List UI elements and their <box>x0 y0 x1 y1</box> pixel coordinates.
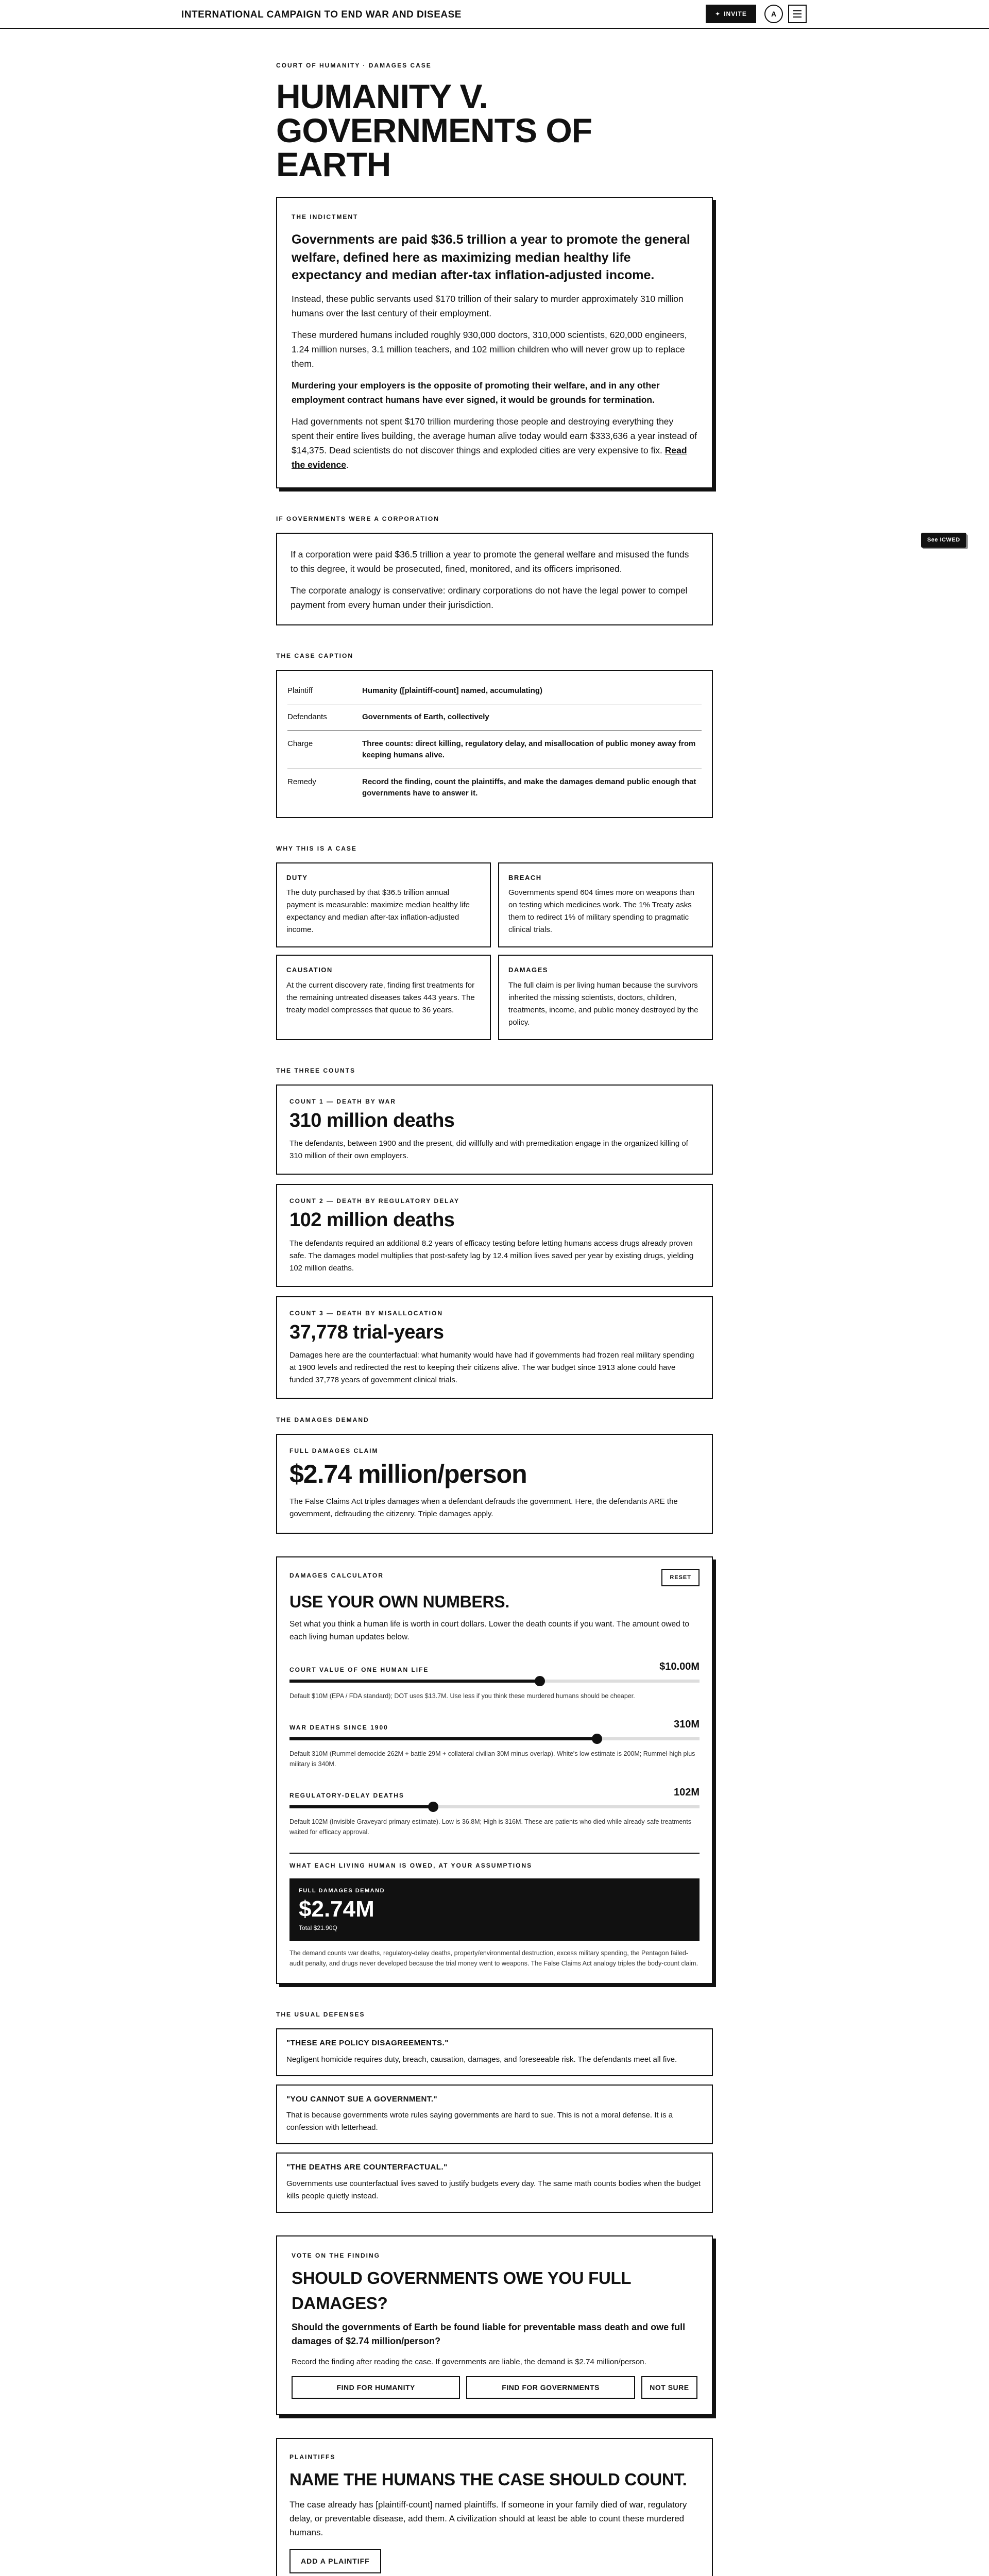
war-deaths-slider-group <box>289 1717 700 1769</box>
title-line-2: GOVERNMENTS OF EARTH <box>276 111 592 183</box>
defense-heading: "THE DEATHS ARE COUNTERFACTUAL." <box>286 2163 448 2172</box>
caption-key: Plaintiff <box>287 686 313 695</box>
vote-buttons <box>292 2376 697 2399</box>
calculator-intro: Set what you think a human life is worth in court dollars. Lower the death counts if you want. The amount owed to each living human updates below. <box>289 1619 690 1641</box>
why-card-text: At the current discovery rate, finding first treatments for the remaining untreated diseases takes 443 years. The treaty model compresses that queue to 36 years. <box>286 980 475 1014</box>
title-line-1: HUMANITY V. <box>276 77 488 115</box>
indictment-p3: Murdering your employers is the opposite of promoting their welfare, and in any other employment contract humans have ever signed, it would be grounds for termination. <box>292 380 660 405</box>
why-card-text: The duty purchased by that $36.5 trillion annual payment is measurable: maximize median healthy life expectancy and median after-tax inflation-adjusted income. <box>286 888 470 934</box>
calculator-title: USE YOUR OWN NUMBERS. <box>289 1592 509 1611</box>
why-card-breach <box>498 862 713 948</box>
caption-row-defendants <box>287 704 702 731</box>
corporation-p2: The corporate analogy is conservative: ordinary corporations do not have the legal power to compel payment from every human under their jurisdiction. <box>291 585 688 610</box>
damages-demand-card <box>276 1434 713 1534</box>
indictment-p2: These murdered humans included roughly 930,000 doctors, 310,000 scientists, 620,000 engineers, 1.24 million nurses, 3.1 million teachers, and 102 million children who will never grow up to replace them. <box>292 329 687 369</box>
slider-label: REGULATORY-DELAY DEATHS <box>289 1792 404 1800</box>
count-text: Damages here are the counterfactual: what humanity would have had if governments had frozen real military spending at 1900 levels and redirected the rest to keeping their citizens alive. The war budget since 1913 alone could have funded 37,778 years of government clinical trials. <box>289 1351 694 1385</box>
count-text: The defendants, between 1900 and the present, did willfully and with premeditation engage in the organized killing of 310 million of their own employers. <box>289 1139 688 1161</box>
indictment-lead: Governments are paid $36.5 trillion a year to promote the general welfare, defined here as maximizing median healthy life expectancy and median after-tax inflation-adjusted income. <box>292 232 690 282</box>
plaintiffs-title: NAME THE HUMANS THE CASE SHOULD COUNT. <box>289 2470 687 2489</box>
find-for-governments-button[interactable]: FIND FOR GOVERNMENTS <box>466 2376 635 2399</box>
caption-key: Charge <box>287 739 313 748</box>
site-brand[interactable]: INTERNATIONAL CAMPAIGN TO END WAR AND DISEASE <box>181 9 462 20</box>
owed-label: WHAT EACH LIVING HUMAN IS OWED, AT YOUR ASSUMPTIONS <box>289 1853 700 1870</box>
why-card-text: The full claim is per living human because the survivors inherited the missing scientists, doctors, children, treatments, income, and public money destroyed by the policy. <box>508 980 698 1027</box>
slider-handle[interactable] <box>535 1676 545 1686</box>
vote-note: Record the finding after reading the case. If governments are liable, the demand is $2.74 million/person. <box>292 2357 646 2366</box>
caption-row-plaintiff <box>287 678 702 705</box>
calculator-footnote: The demand counts war deaths, regulatory-delay deaths, property/environmental destruction, excess military spending, the Pentagon failed-audit penalty, and drugs never developed because the trial money went to weapons. The False Claims Act analogy triples the body-count claim. <box>289 1950 698 1968</box>
invite-button[interactable] <box>706 5 756 23</box>
calculator-label: DAMAGES CALCULATOR <box>289 1571 384 1579</box>
slider-label: WAR DEATHS SINCE 1900 <box>289 1724 388 1732</box>
slider-handle[interactable] <box>428 1802 438 1812</box>
vote-label: VOTE ON THE FINDING <box>292 2251 381 2259</box>
see-icwed-button[interactable]: See ICWED <box>921 533 966 548</box>
page-title <box>276 79 713 181</box>
slider-note: Default 102M (Invisible Graveyard primary estimate). Low is 36.8M; High is 316M. These are patients who died while already-safe treatments waited for efficacy approval. <box>289 1818 691 1836</box>
caption-label: THE CASE CAPTION <box>276 652 354 659</box>
count-figure: 37,778 trial-years <box>289 1321 444 1343</box>
slider-value: 310M <box>673 1719 700 1731</box>
slider-note: Default $10M (EPA / FDA standard); DOT uses $13.7M. Use less if you think these murdered humans should be cheaper. <box>289 1692 635 1700</box>
plaintiffs-text: The case already has [plaintiff-count] named plaintiffs. If someone in your family died of war, regulatory delay, or preventable disease, add them. A civilization should at least be able to count these murdered humans. <box>289 2499 687 2538</box>
caption-value: Governments of Earth, collectively <box>362 713 489 721</box>
defenses-label: THE USUAL DEFENSES <box>276 2011 365 2019</box>
find-for-humanity-button[interactable]: FIND FOR HUMANITY <box>292 2376 460 2399</box>
count-figure: 310 million deaths <box>289 1109 455 1131</box>
top-bar <box>0 0 989 29</box>
slider-value: 102M <box>673 1787 700 1799</box>
avatar-button[interactable]: A <box>764 5 783 23</box>
why-label: WHY THIS IS A CASE <box>276 844 357 852</box>
count-card-misallocation <box>276 1296 713 1399</box>
defense-card <box>276 2153 713 2213</box>
why-card-damages <box>498 955 713 1040</box>
caption-key: Defendants <box>287 713 327 721</box>
owed-value: $2.74M <box>299 1896 374 1922</box>
demand-figure: $2.74 million/person <box>289 1460 527 1489</box>
defense-text: Negligent homicide requires duty, breach, causation, damages, and foreseeable risk. The defendants meet all five. <box>286 2055 677 2064</box>
corporation-card <box>276 533 713 625</box>
life-value-slider-group <box>289 1659 700 1701</box>
owed-tag: FULL DAMAGES DEMAND <box>299 1888 385 1894</box>
regulatory-deaths-slider[interactable] <box>289 1805 700 1808</box>
main-content <box>276 61 713 2576</box>
life-value-slider[interactable] <box>289 1680 700 1683</box>
defense-card <box>276 2028 713 2076</box>
hero-kicker: COURT OF HUMANITY · DAMAGES CASE <box>276 62 432 69</box>
why-card-text: Governments spend 604 times more on weapons than on testing which medicines work. The 1% Treaty asks them to redirect 1% of military spending to pragmatic clinical trials. <box>508 888 695 934</box>
why-card-duty <box>276 862 491 948</box>
slider-fill <box>289 1805 433 1808</box>
caption-row-remedy <box>287 769 702 807</box>
reset-button[interactable]: RESET <box>661 1569 700 1587</box>
invite-icon: ✦ <box>715 10 721 18</box>
why-card-heading: CAUSATION <box>286 966 333 974</box>
caption-row-charge <box>287 731 702 769</box>
defense-text: Governments use counterfactual lives saved to justify budgets every day. The same math counts bodies when the budget kills people quietly instead. <box>286 2179 701 2200</box>
owed-total: Total $21.90Q <box>299 1924 337 1932</box>
add-plaintiff-button[interactable]: ADD A PLAINTIFF <box>289 2549 381 2573</box>
count-card-regulatory <box>276 1184 713 1287</box>
defense-heading: "THESE ARE POLICY DISAGREEMENTS." <box>286 2039 449 2048</box>
counts-label: THE THREE COUNTS <box>276 1066 356 1074</box>
why-card-heading: DUTY <box>286 873 308 882</box>
defense-text: That is because governments wrote rules saying governments are hard to sue. This is not a moral defense. It is a confession with letterhead. <box>286 2111 673 2132</box>
caption-value: Humanity ([plaintiff-count] named, accumulating) <box>362 686 543 695</box>
demand-text: The False Claims Act triples damages when a defendant defrauds the government. Here, the defendants ARE the government, defrauding the citizenry. Triple damages apply. <box>289 1497 678 1518</box>
count-kicker: COUNT 2 — DEATH BY REGULATORY DELAY <box>289 1197 460 1205</box>
vote-card <box>276 2235 713 2416</box>
indictment-p1: Instead, these public servants used $170 trillion of their salary to murder approximately 310 million humans over the last century of their employment. <box>292 293 684 318</box>
not-sure-button[interactable]: NOT SURE <box>641 2376 697 2399</box>
count-kicker: COUNT 1 — DEATH BY WAR <box>289 1097 396 1105</box>
indictment-p4-text: Had governments not spent $170 trillion murdering those people and destroying everything they spent their entire lives building, the average human alive today would earn $333,636 a year instead of $14,375. Dead scientists do not discover things and exploded cities are very expensive to fix. <box>292 416 697 455</box>
slider-fill <box>289 1680 540 1683</box>
menu-icon[interactable] <box>788 5 807 23</box>
slider-note: Default 310M (Rummel democide 262M + battle 29M + collateral civilian 30M minus overlap). White's low estimate is 200M; Rummel-high plus military is 340M. <box>289 1750 695 1768</box>
demand-label: THE DAMAGES DEMAND <box>276 1416 369 1424</box>
why-grid <box>276 862 713 1040</box>
caption-value: Record the finding, count the plaintiffs, and make the damages demand public enough that governments have to answer it. <box>362 777 696 798</box>
demand-kicker: FULL DAMAGES CLAIM <box>289 1447 379 1455</box>
indictment-label: THE INDICTMENT <box>292 213 359 221</box>
corporation-p1: If a corporation were paid $36.5 trillion a year to promote the general welfare and misused the funds to this degree, it would be prosecuted, fined, monitored, and its officers imprisoned. <box>291 549 689 574</box>
corporation-label: IF GOVERNMENTS WERE A CORPORATION <box>276 515 439 522</box>
plaintiffs-label: PLAINTIFFS <box>289 2453 336 2461</box>
defense-card <box>276 2084 713 2145</box>
indictment-p4: Had governments not spent $170 trillion murdering those people and destroying everything they spent their entire lives building, the average human alive today would earn $333,636 a year instead of $14,375. Dead scientists do not discover things and exploded cities are very expensive to fix. Read the evidence. <box>292 416 697 470</box>
vote-title: SHOULD GOVERNMENTS OWE YOU FULL DAMAGES? <box>292 2268 631 2313</box>
regulatory-deaths-slider-group <box>289 1785 700 1837</box>
count-kicker: COUNT 3 — DEATH BY MISALLOCATION <box>289 1309 443 1317</box>
slider-value: $10.00M <box>659 1661 700 1673</box>
count-text: The defendants required an additional 8.2 years of efficacy testing before letting humans access drugs already proven safe. The damages model multiplies that post-safety lag by 12.4 million lives saved per year by existing drugs, yielding 102 million deaths. <box>289 1239 694 1273</box>
war-deaths-slider[interactable] <box>289 1737 700 1740</box>
slider-handle[interactable] <box>592 1734 602 1744</box>
count-figure: 102 million deaths <box>289 1209 455 1231</box>
count-card-war <box>276 1084 713 1175</box>
slider-fill <box>289 1737 597 1740</box>
damages-calculator <box>276 1556 713 1985</box>
why-card-heading: BREACH <box>508 873 542 882</box>
case-caption-table <box>276 670 713 818</box>
why-card-heading: DAMAGES <box>508 966 548 974</box>
caption-value: Three counts: direct killing, regulatory delay, and misallocation of public money away from keeping humans alive. <box>362 739 696 759</box>
why-card-causation <box>276 955 491 1040</box>
slider-label: COURT VALUE OF ONE HUMAN LIFE <box>289 1666 429 1674</box>
caption-key: Remedy <box>287 777 316 786</box>
vote-question: Should the governments of Earth be found liable for preventable mass death and owe full damages of $2.74 million/person? <box>292 2321 686 2346</box>
plaintiffs-card <box>276 2438 713 2576</box>
defense-heading: "YOU CANNOT SUE A GOVERNMENT." <box>286 2094 438 2104</box>
read-evidence-link[interactable]: Read the evidence <box>292 445 687 470</box>
indictment-card <box>276 197 713 488</box>
owed-result-panel <box>289 1878 700 1941</box>
invite-label: INVITE <box>724 10 747 18</box>
